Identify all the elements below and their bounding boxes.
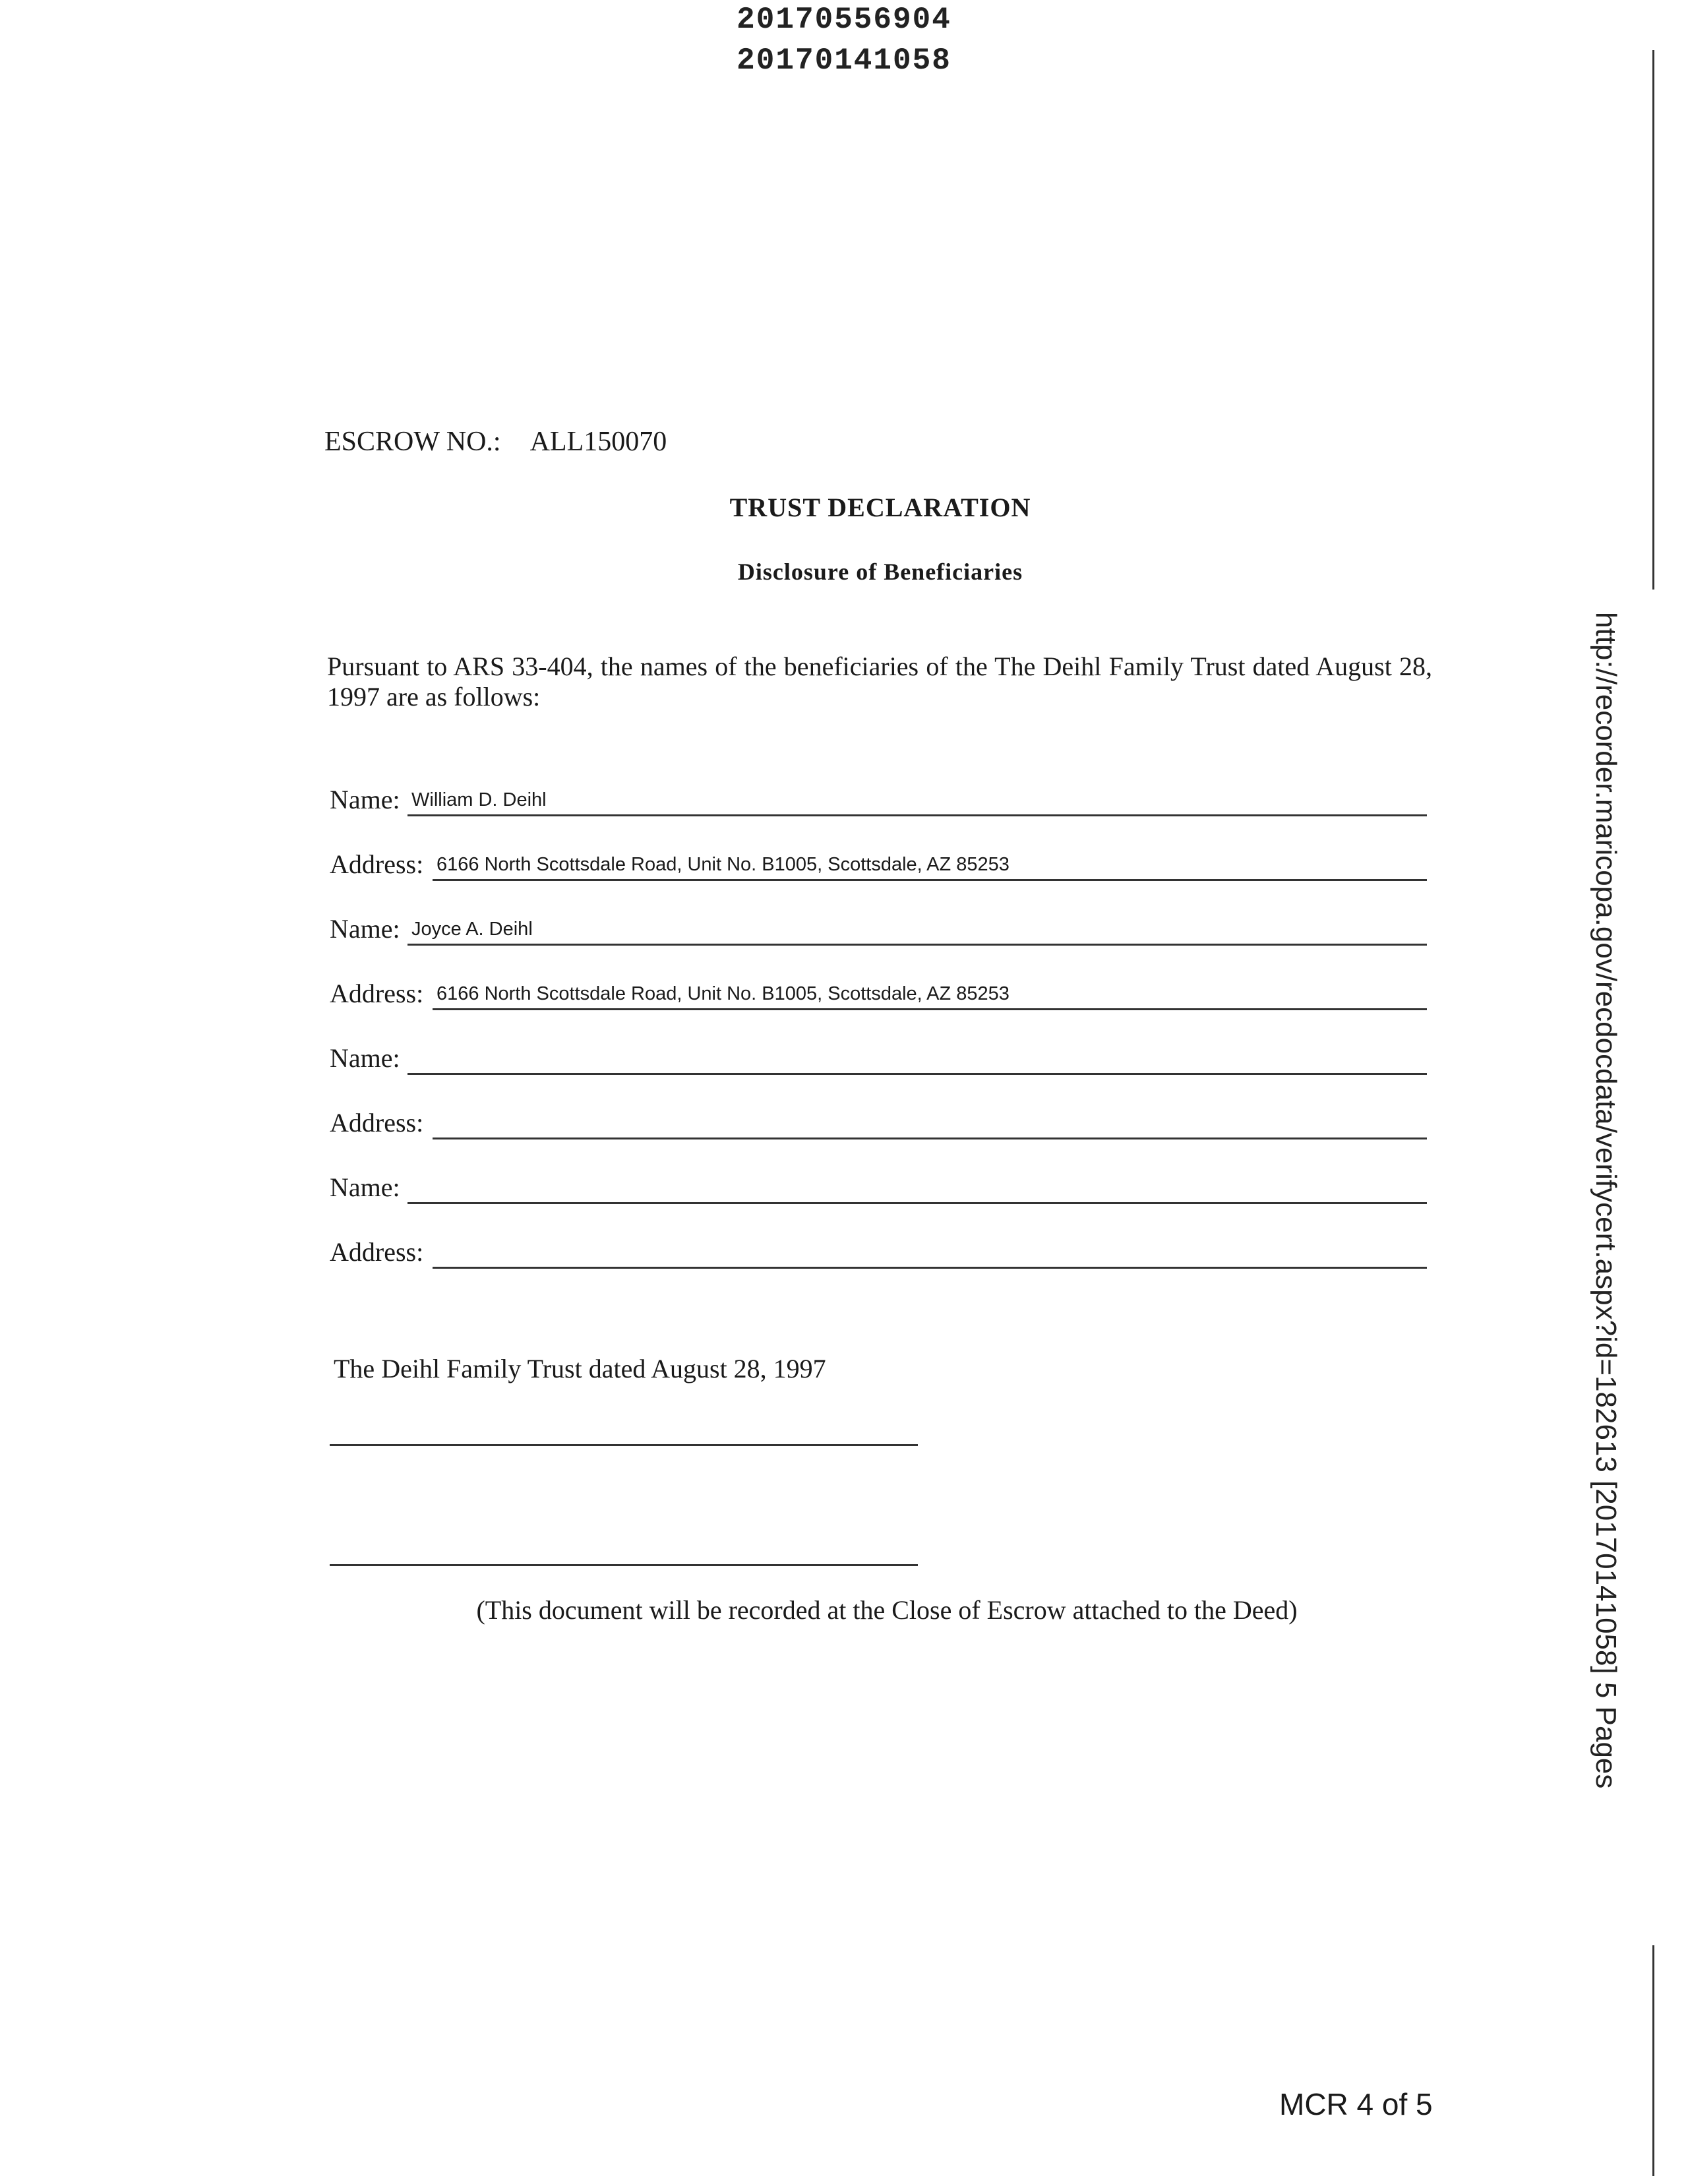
beneficiary-4-name-field[interactable] <box>330 1170 1427 1204</box>
beneficiary-1-address-field[interactable] <box>330 847 1427 881</box>
beneficiary-2-name: Joyce A. Deihl <box>411 919 533 940</box>
name-label: Name: <box>330 1172 400 1202</box>
address-label: Address: <box>330 1237 424 1267</box>
beneficiary-2-name-field[interactable] <box>330 911 1427 946</box>
beneficiary-2-address-field[interactable] <box>330 976 1427 1010</box>
escrow-label: ESCROW NO.: <box>324 427 501 457</box>
address-label: Address: <box>330 1108 424 1138</box>
beneficiary-2-address: 6166 North Scottsdale Road, Unit No. B1005, Scottsdale, AZ 85253 <box>437 983 1010 1004</box>
verification-url-text: http://recorder.maricopa.gov/recdocdata/verifycert.aspx?id=182613 [20170141058] 5 Pages <box>1590 612 1622 1789</box>
document-subtitle: Disclosure of Beneficiaries <box>737 559 1023 585</box>
field-line <box>407 814 1427 816</box>
beneficiary-4-address-field[interactable] <box>330 1234 1427 1269</box>
intro-paragraph: Pursuant to ARS 33-404, the names of the beneficiaries of the The Deihl Family Trust dated August 28, 1997 are as follows: <box>327 652 1432 712</box>
beneficiary-1-name-field[interactable] <box>330 782 1427 816</box>
field-line <box>433 1267 1427 1269</box>
field-line <box>433 1138 1427 1139</box>
recording-number-top: 20170556904 <box>737 3 951 37</box>
name-label: Name: <box>330 1043 400 1073</box>
field-line <box>407 944 1427 946</box>
escrow-value: ALL150070 <box>529 427 667 457</box>
beneficiary-3-address-field[interactable] <box>330 1105 1427 1139</box>
beneficiary-1-name: William D. Deihl <box>411 789 547 810</box>
signature-line-2[interactable] <box>330 1564 918 1566</box>
document-title: TRUST DECLARATION <box>729 493 1031 522</box>
signature-line-1[interactable] <box>330 1444 918 1446</box>
address-label: Address: <box>330 849 424 879</box>
field-line <box>407 1202 1427 1204</box>
beneficiary-3-name-field[interactable] <box>330 1041 1427 1075</box>
beneficiary-1-address: 6166 North Scottsdale Road, Unit No. B1005, Scottsdale, AZ 85253 <box>437 854 1010 875</box>
field-line <box>433 1008 1427 1010</box>
field-line <box>407 1073 1427 1075</box>
name-label: Name: <box>330 785 400 814</box>
margin-rule-bottom <box>1652 1945 1654 2176</box>
recording-note: (This document will be recorded at the Close of Escrow attached to the Deed) <box>476 1595 1298 1625</box>
address-label: Address: <box>330 979 424 1008</box>
escrow-number <box>324 426 667 458</box>
margin-rule-top <box>1652 50 1654 590</box>
trust-name: The Deihl Family Trust dated August 28, 1997 <box>334 1354 826 1383</box>
field-line <box>433 879 1427 881</box>
page-count: MCR 4 of 5 <box>1279 2087 1433 2121</box>
recording-number-second: 20170141058 <box>737 44 951 78</box>
name-label: Name: <box>330 914 400 944</box>
